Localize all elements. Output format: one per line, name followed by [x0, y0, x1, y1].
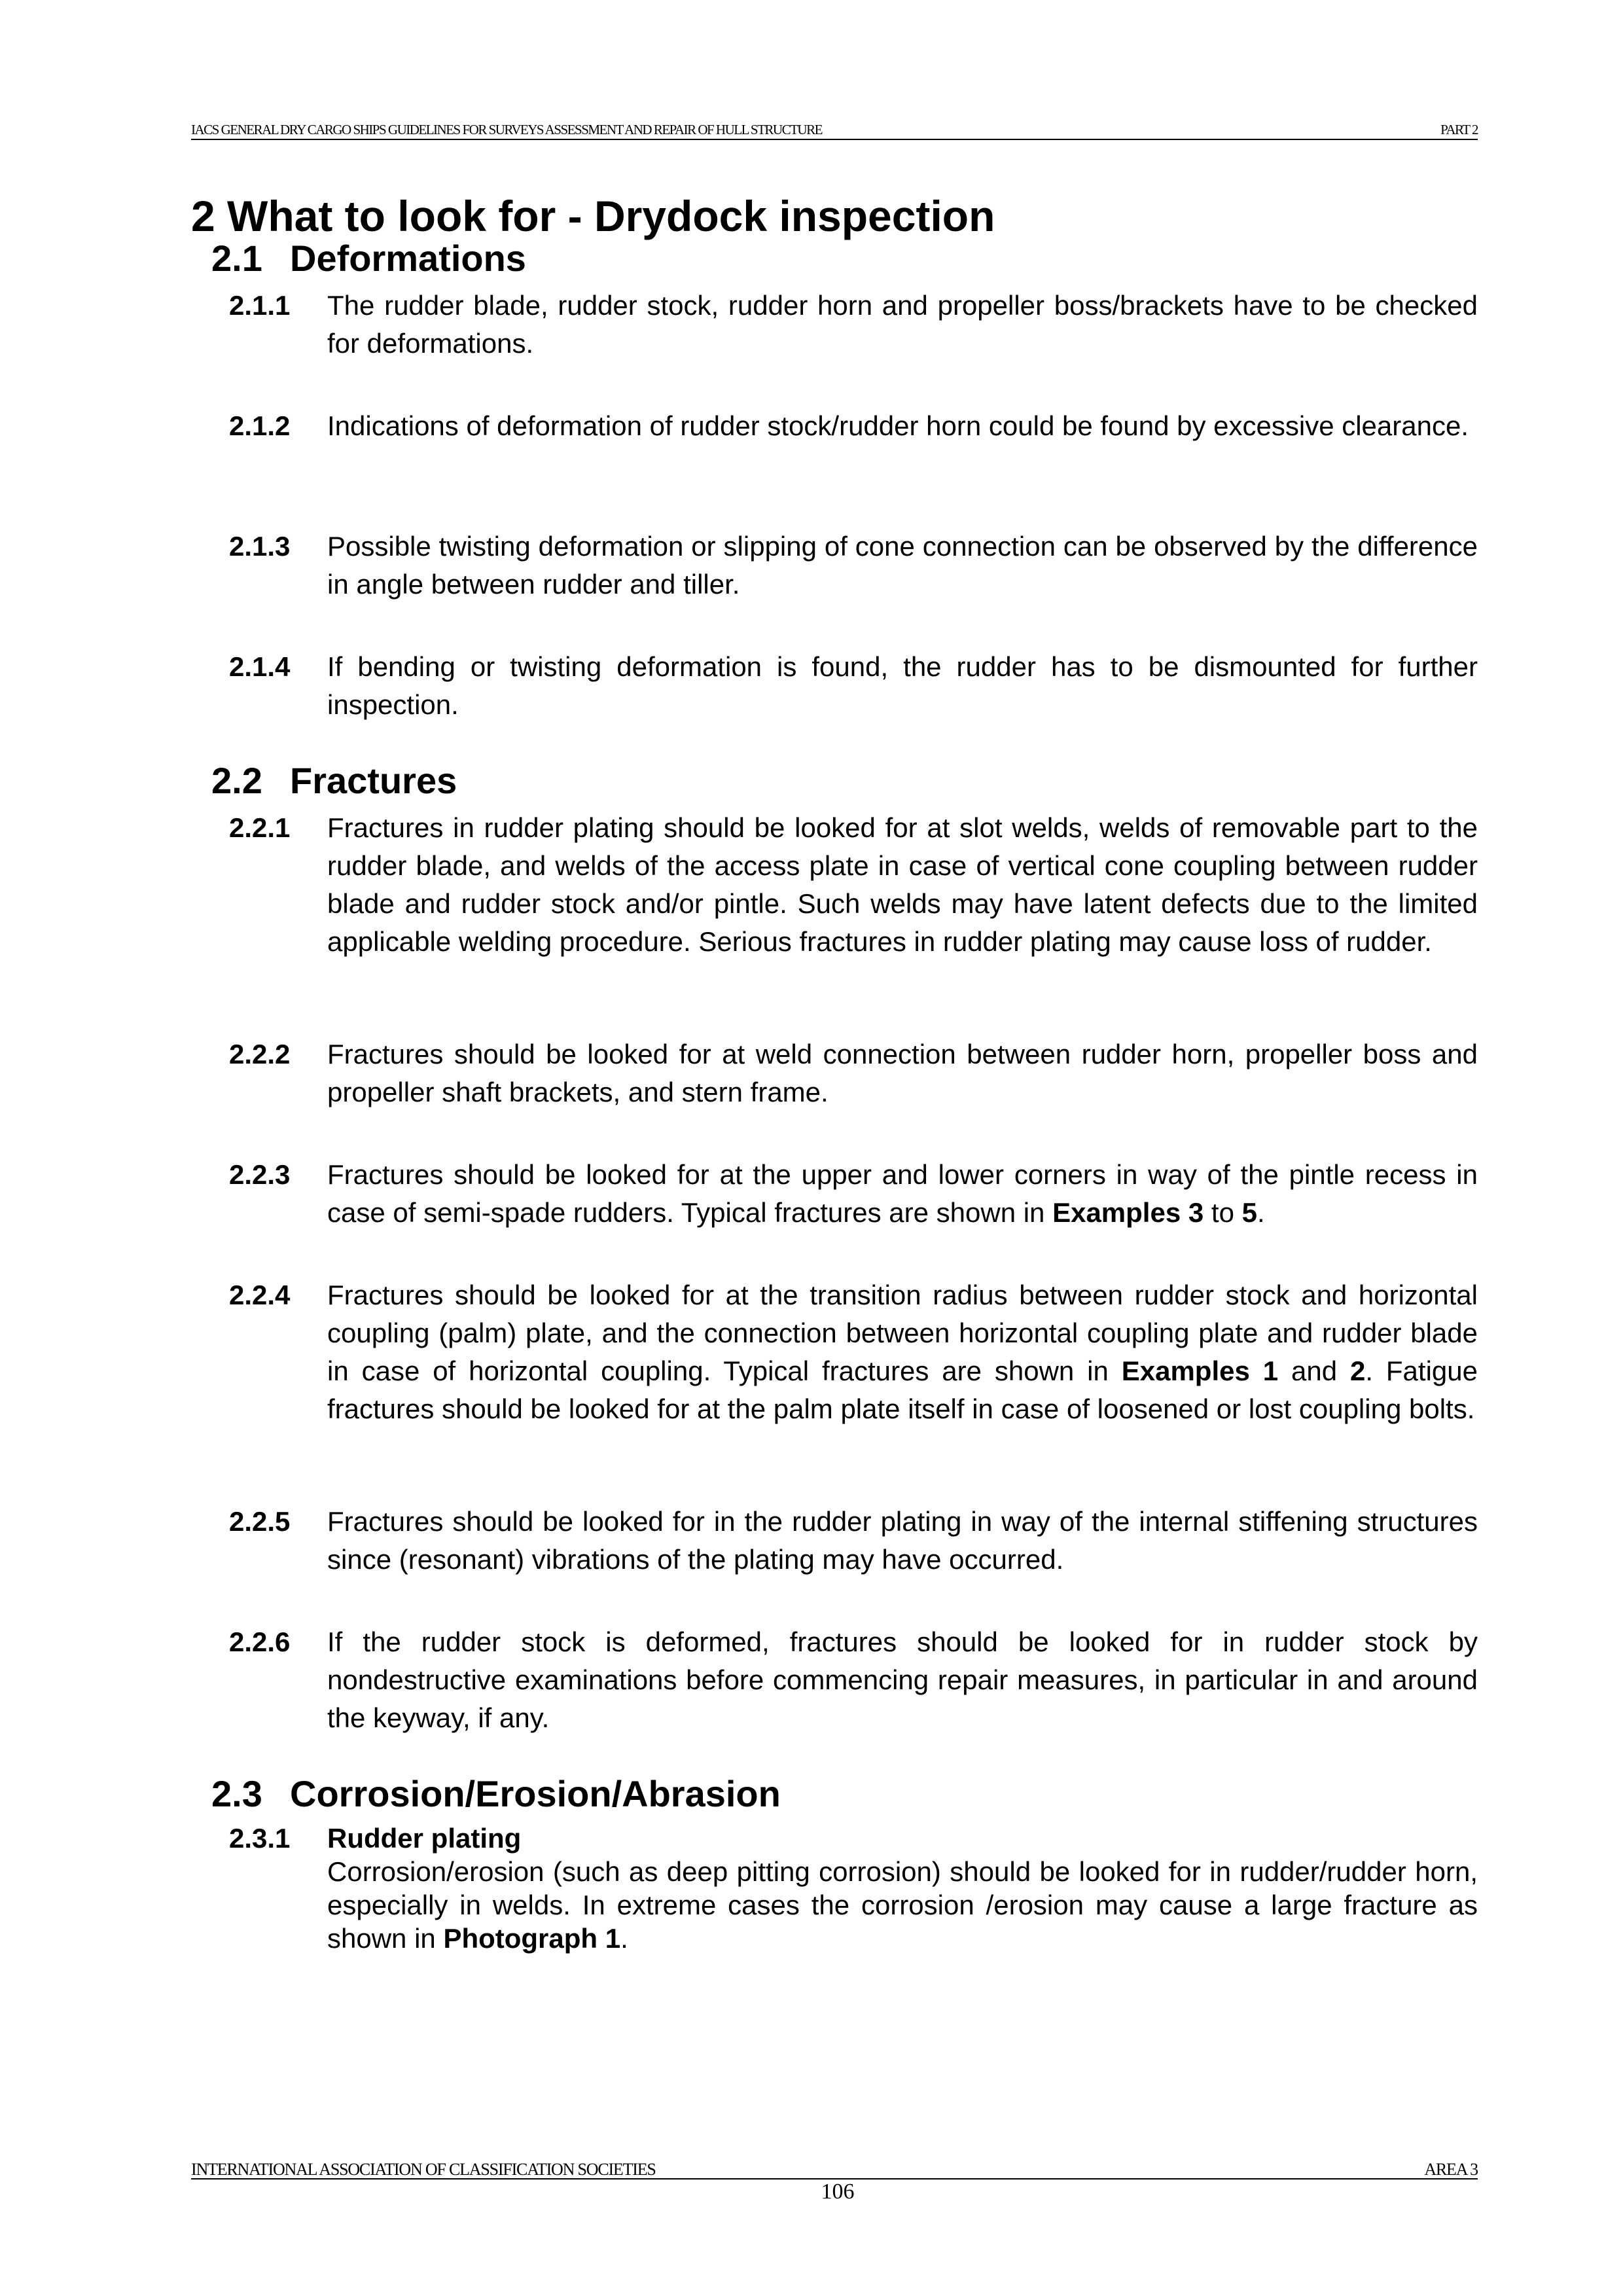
paragraph-2-2-4	[229, 1276, 1478, 1428]
paragraph-text	[327, 1276, 1478, 1428]
paragraph-2-1-2	[229, 407, 1478, 445]
text-run: .	[620, 1923, 628, 1954]
text-run: and	[1278, 1355, 1350, 1386]
paragraph-number: 2.2.2	[229, 1039, 291, 1069]
running-header	[191, 123, 1478, 140]
example-reference: 5	[1241, 1197, 1257, 1228]
photograph-reference: Photograph 1	[443, 1923, 621, 1954]
example-reference: 2	[1349, 1355, 1366, 1386]
paragraph-2-2-6	[229, 1623, 1478, 1737]
section-heading-fractures	[211, 759, 457, 802]
paragraph-2-2-2	[229, 1035, 1478, 1111]
section-number: 2.2	[211, 760, 262, 801]
text-run: to	[1204, 1197, 1242, 1228]
paragraph-number: 2.1.1	[229, 290, 291, 321]
example-reference: Examples 1	[1121, 1355, 1279, 1386]
section-number: 2.1	[211, 238, 262, 279]
paragraph-2-1-4	[229, 648, 1478, 724]
paragraph-text: Fractures should be looked for at weld connection between rudder horn, propeller boss and propeller shaft brackets, and stern frame.	[327, 1039, 1478, 1107]
section-title: Fractures	[290, 760, 457, 801]
footer-organization: INTERNATIONAL ASSOCIATION OF CLASSIFICATION SOCIETIES	[191, 2160, 656, 2179]
paragraph-text: Possible twisting deformation or slipping of cone connection can be observed by the difference in angle between rudder and tiller.	[327, 531, 1478, 600]
page-title: 2 What to look for - Drydock inspection	[191, 192, 995, 240]
paragraph-number: 2.1.3	[229, 531, 291, 562]
text-run: Corrosion/erosion (such as deep pitting corrosion) should be looked for in rudder/rudder horn, especially in welds. In extreme cases the corrosion /erosion may cause a large fracture as shown in	[327, 1856, 1478, 1954]
header-part-label: PART 2	[1440, 122, 1478, 137]
section-heading-deformations	[211, 237, 526, 280]
section-title: Corrosion/Erosion/Abrasion	[290, 1773, 781, 1814]
text-run: Fractures should be looked for at the transition radius between rudder stock and horizontal coupling (palm) plate, and the connection between horizontal coupling plate and rudder blade in case of horizontal coupling. Typical fractures are shown in	[327, 1280, 1478, 1386]
page-number: 106	[821, 2179, 855, 2204]
paragraph-number: 2.2.1	[229, 812, 291, 843]
section-number: 2.3	[211, 1773, 262, 1814]
paragraph-2-2-3	[229, 1156, 1478, 1232]
paragraph-number: 2.2.3	[229, 1159, 291, 1190]
paragraph-text: The rudder blade, rudder stock, rudder horn and propeller boss/brackets have to be checked for deformations.	[327, 290, 1478, 359]
text-run: . Fatigue fractures should be looked for at the palm plate itself in case of loosened or lost coupling bolts.	[327, 1355, 1478, 1424]
paragraph-number: 2.2.5	[229, 1506, 291, 1537]
paragraph-2-2-1	[229, 809, 1478, 961]
paragraph-text: If bending or twisting deformation is found, the rudder has to be dismounted for further inspection.	[327, 651, 1478, 720]
paragraph-number: 2.1.4	[229, 651, 291, 682]
section-title: Deformations	[290, 238, 526, 279]
paragraph-2-1-1	[229, 287, 1478, 363]
paragraph-text: Fractures should be looked for in the rudder plating in way of the internal stiffening structures since (resonant) vibrations of the plating may have occurred.	[327, 1506, 1478, 1575]
paragraph-text: If the rudder stock is deformed, fractures should be looked for in rudder stock by nondestructive examinations before commencing repair measures, in particular in and around the keyway, if any.	[327, 1626, 1478, 1733]
example-reference: Examples 3	[1052, 1197, 1204, 1228]
text-run: Fractures should be looked for at the upper and lower corners in way of the pintle recess in case of semi-spade rudders. Typical fractures are shown in	[327, 1159, 1478, 1228]
running-footer	[191, 2162, 1478, 2179]
paragraph-2-3-1	[229, 1821, 1478, 1955]
paragraph-2-1-3	[229, 528, 1478, 603]
paragraph-2-2-5	[229, 1503, 1478, 1579]
section-heading-corrosion	[211, 1772, 781, 1816]
header-document-title: IACS GENERAL DRY CARGO SHIPS GUIDELINES FOR SURVEYS ASSESSMENT AND REPAIR OF HULL STRUCTURE	[191, 122, 822, 137]
paragraph-text: Indications of deformation of rudder stock/rudder horn could be found by excessive clearance.	[327, 410, 1469, 441]
paragraph-text	[327, 1156, 1478, 1232]
paragraph-number: 2.2.6	[229, 1626, 291, 1657]
footer-area-label: AREA 3	[1424, 2160, 1478, 2179]
paragraph-number: 2.1.2	[229, 410, 291, 441]
paragraph-text: Fractures in rudder plating should be looked for at slot welds, welds of removable part to the rudder blade, and welds of the access plate in case of vertical cone coupling between rudder blade and rudder stock and/or pintle. Such welds may have latent defects due to the limited applicable welding procedure. Serious fractures in rudder plating may cause loss of rudder.	[327, 812, 1478, 957]
paragraph-number: 2.2.4	[229, 1280, 291, 1310]
subsection-title: Rudder plating	[327, 1823, 522, 1854]
paragraph-number: 2.3.1	[229, 1823, 291, 1854]
text-run: .	[1257, 1197, 1265, 1228]
paragraph-text	[327, 1821, 1478, 1955]
